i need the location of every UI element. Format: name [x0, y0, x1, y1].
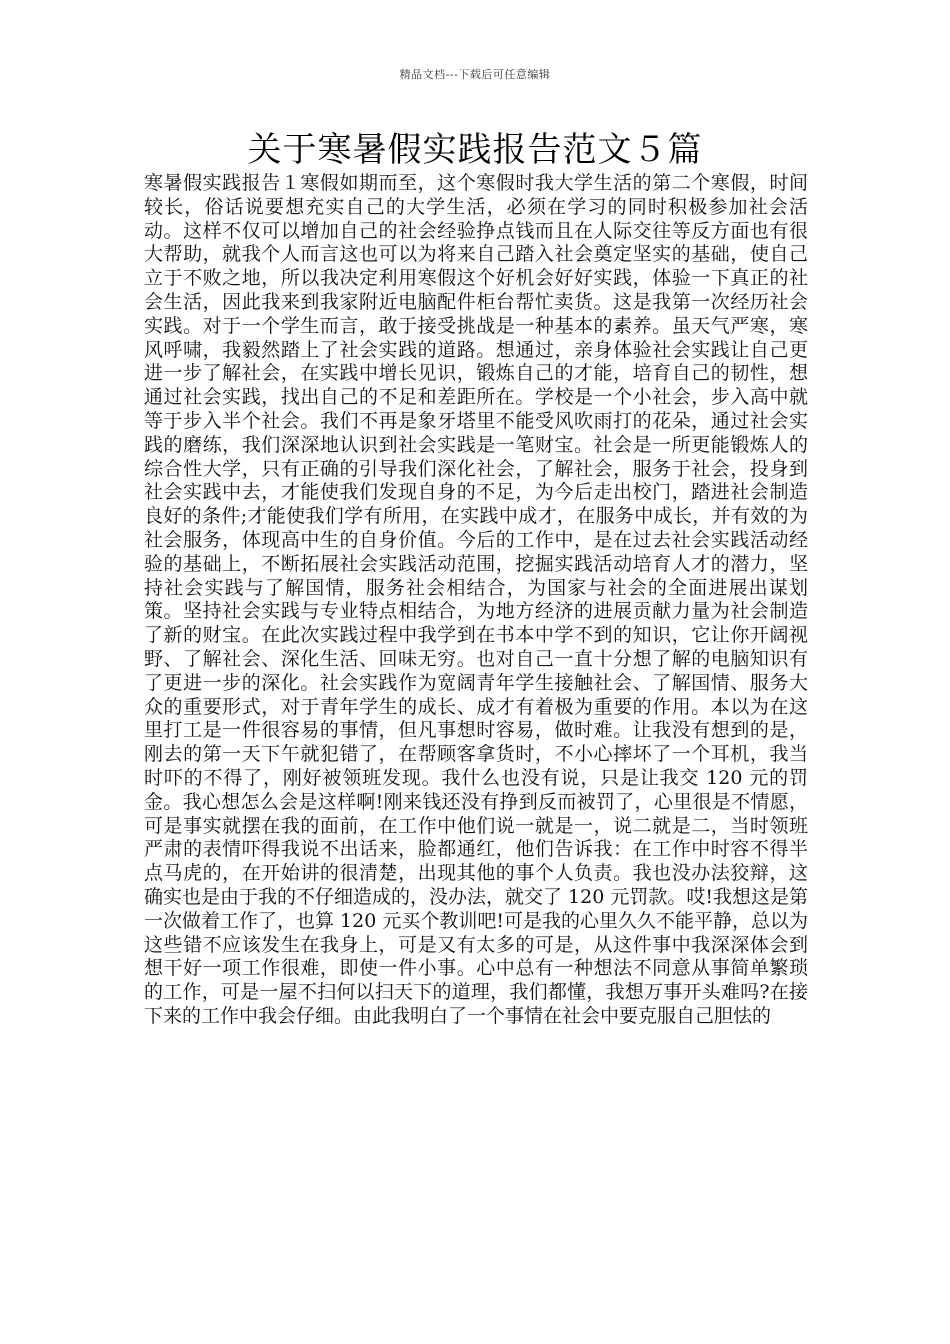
document-body: 寒暑假实践报告１寒假如期而至，这个寒假时我大学生活的第二个寒假，时间较长，俗话说要想充实自己的大学生活，必须在学习的同时积极参加社会活动。这样不仅可以增加自己的社会经验挣点钱而且在人际交往等反方面也有很大帮助，就我个人而言这也可以为将来自己踏入社会奠定坚实的基础，使自己立于不败之地，所以我决定利用寒假这个好机会好好实践，体验一下真正的社会生活，因此我来到我家附近电脑配件柜台帮忙卖货。这是我第一次经历社会实践。对于一个学生而言，敢于接受挑战是一种基本的素养。虽天气严寒，寒风呼啸，我毅然踏上了社会实践的道路。想通过，亲身体验社会实践让自己更进一步了解社会，在实践中增长见识，锻炼自己的才能，培育自己的韧性，想通过社会实践，找出自己的不足和差距所在。学校是一个小社会，步入高中就等于步入半个社会。我们不再是象牙塔里不能受风吹雨打的花朵，通过社会实践的磨练，我们深深地认识到社会实践是一笔财宝。社会是一所更能锻炼人的综合性大学，只有正确的引导我们深化社会，了解社会，服务于社会，投身到社会实践中去，才能使我们发现自身的不足，为今后走出校门，踏进社会制造良好的条件;才能使我们学有所用，在实践中成才，在服务中成长，并有效的为社会服务，体现高中生的自身价值。今后的工作中，是在过去社会实践活动经验的基础上，不断拓展社会实践活动范围，挖掘实践活动培育人才的潜力，坚持社会实践与了解国情，服务社会相结合，为国家与社会的全面进展出谋划策。坚持社会实践与专业特点相结合，为地方经济的进展贡献力量为社会制造了新的财宝。在此次实践过程中我学到在书本中学不到的知识，它让你开阔视野、了解社会、深化生活、回味无穷。也对自己一直十分想了解的电脑知识有了更进一步的深化。社会实践作为宽阔青年学生接触社会、了解国情、服务大众的重要形式，对于青年学生的成长、成才有着极为重要的作用。本以为在这里打工是一件很容易的事情，但凡事想时容易，做时难。让我没有想到的是，刚去的第一天下午就犯错了，在帮顾客拿货时，不小心摔坏了一个耳机，我当时吓的不得了，刚好被领班发现。我什么也没有说，只是让我交 120 元的罚金。我心想怎么会是这样啊!刚来钱还没有挣到反而被罚了，心里很是不情愿，可是事实就摆在我的面前，在工作中他们说一就是一，说二就是二，当时领班严肃的表情吓得我说不出话来，脸都通红，他们告诉我：在工作中时容不得半点马虎的，在开始讲的很清楚，出现其他的事个人负责。我也没办法狡辩，这确实也是由于我的不仔细造成的，没办法，就交了 120 元罚款。哎!我想这是第一次做着工作了，也算 120 元买个教训吧!可是我的心里久久不能平静，总以为这些错不应该发生在我身上，可是又有太多的可是，从这件事中我深深体会到想干好一项工作很难，即使一件小事。心中总有一种想法不同意从事简单繁琐的工作，可是一屋不扫何以扫天下的道理，我们都懂，我想万事开头难吗?在接下来的工作中我会仔细。由此我明白了一个事情在社会中要克服自己胆怯的: [144, 172, 808, 1027]
header-note: 精品文档---下载后可任意编辑: [399, 68, 551, 81]
document-title: 关于寒暑假实践报告范文５篇: [247, 130, 703, 170]
